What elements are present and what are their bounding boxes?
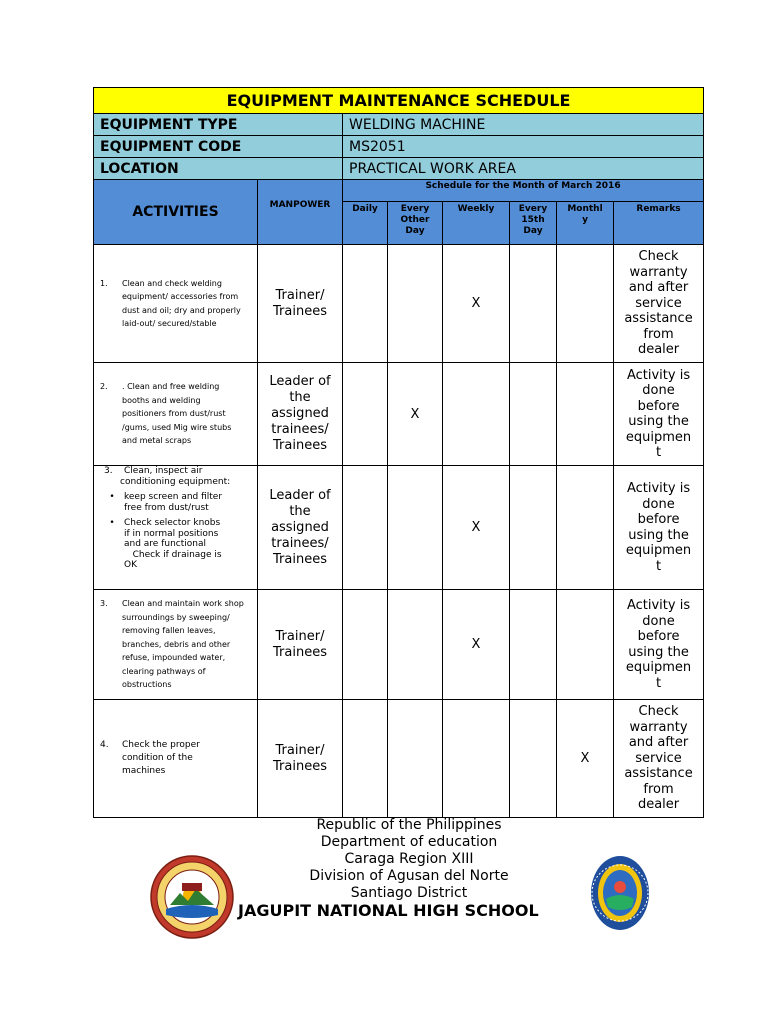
daily-cell: [343, 466, 388, 590]
daily-cell: [343, 245, 388, 363]
remarks-cell: Check warranty and after service assistance from dealer: [614, 245, 704, 363]
table-row: [94, 700, 704, 818]
list-item: • keep screen and filter free from dust/rust: [109, 492, 223, 513]
every-other-day-cell: [388, 245, 443, 363]
manpower-cell: Leader of the assigned trainees/ Trainees: [258, 363, 343, 466]
footer-district: Santiago District: [350, 885, 468, 901]
school-name: JAGUPIT NATIONAL HIGH SCHOOL: [238, 901, 539, 920]
weekly-header: Weekly: [443, 202, 510, 245]
activities-header: ACTIVITIES: [94, 180, 258, 245]
daily-cell: [343, 363, 388, 466]
footer-division: Division of Agusan del Norte: [309, 868, 509, 884]
every-15th-day-cell: [510, 590, 557, 700]
footer-region: Caraga Region XIII: [344, 851, 474, 867]
activity-cell: 3. Clean, inspect air conditioning equipment: • keep screen and filter free from dust/rust • Check selector knobs if in normal positions and are functional Check if drainage is OK: [94, 466, 258, 590]
weekly-cell: X: [443, 590, 510, 700]
daily-cell: [343, 700, 388, 818]
every-15th-day-cell: [510, 363, 557, 466]
footer-republic: Republic of the Philippines: [316, 817, 502, 833]
table-row: [94, 466, 704, 590]
monthly-cell: [557, 590, 614, 700]
weekly-cell: X: [443, 245, 510, 363]
schedule-title: EQUIPMENT MAINTENANCE SCHEDULE: [94, 88, 704, 114]
location-value: PRACTICAL WORK AREA: [343, 158, 704, 180]
equipment-code-value: MS2051: [343, 136, 704, 158]
remarks-cell: Check warranty and after service assistance from dealer: [614, 700, 704, 818]
every-15th-day-cell: [510, 466, 557, 590]
location-label: LOCATION: [94, 158, 343, 180]
monthly-cell: [557, 245, 614, 363]
every-other-day-cell: [388, 700, 443, 818]
schedule-header: Schedule for the Month of March 2016: [343, 180, 704, 202]
manpower-cell: Leader of the assigned trainees/ Trainees: [258, 466, 343, 590]
every-other-day-cell: X: [388, 363, 443, 466]
footer-department: Department of education: [320, 834, 498, 850]
daily-cell: [343, 590, 388, 700]
daily-header: Daily: [343, 202, 388, 245]
remarks-cell: Activity is done before using the equipmen t: [614, 363, 704, 466]
every-other-day-header: Every Other Day: [388, 202, 443, 245]
list-item: • Check selector knobs if in normal positions and are functional Check if drainage is OK: [109, 518, 222, 570]
monthly-header: Monthl y: [557, 202, 614, 245]
division-seal-logo: [150, 855, 234, 939]
every-15th-day-cell: [510, 700, 557, 818]
activity-cell: 2. . Clean and free welding booths and welding positioners from dust/rust /gums, used Mig wire stubs and metal scraps: [94, 363, 258, 466]
weekly-cell: [443, 363, 510, 466]
manpower-cell: Trainer/ Trainees: [258, 700, 343, 818]
monthly-cell: X: [557, 700, 614, 818]
manpower-cell: Trainer/ Trainees: [258, 245, 343, 363]
monthly-cell: [557, 466, 614, 590]
every-other-day-cell: [388, 466, 443, 590]
remarks-cell: Activity is done before using the equipmen t: [614, 590, 704, 700]
equipment-code-label: EQUIPMENT CODE: [94, 136, 343, 158]
maintenance-schedule-table: [93, 87, 704, 818]
remarks-cell: Activity is done before using the equipmen t: [614, 466, 704, 590]
every-other-day-cell: [388, 590, 443, 700]
every-15th-day-cell: [510, 245, 557, 363]
weekly-cell: X: [443, 466, 510, 590]
monthly-cell: [557, 363, 614, 466]
equipment-type-value: WELDING MACHINE: [343, 114, 704, 136]
every-15th-day-header: Every 15th Day: [510, 202, 557, 245]
table-row: [94, 590, 704, 700]
activity-cell: 1. Clean and check welding equipment/ accessories from dust and oil; dry and properly laid-out/ secured/stable: [94, 245, 258, 363]
manpower-cell: Trainer/ Trainees: [258, 590, 343, 700]
activity-cell: 3. Clean and maintain work shop surroundings by sweeping/ removing fallen leaves, branches, debris and other refuse, impounded water, clearing pathways of obstructions: [94, 590, 258, 700]
table-row: [94, 245, 704, 363]
manpower-header: MANPOWER: [258, 180, 343, 245]
school-seal-logo: [590, 855, 650, 931]
table-row: [94, 363, 704, 466]
weekly-cell: [443, 700, 510, 818]
equipment-type-label: EQUIPMENT TYPE: [94, 114, 343, 136]
activity-cell: 4. Check the proper condition of the machines: [94, 700, 258, 818]
remarks-header: Remarks: [614, 202, 704, 245]
